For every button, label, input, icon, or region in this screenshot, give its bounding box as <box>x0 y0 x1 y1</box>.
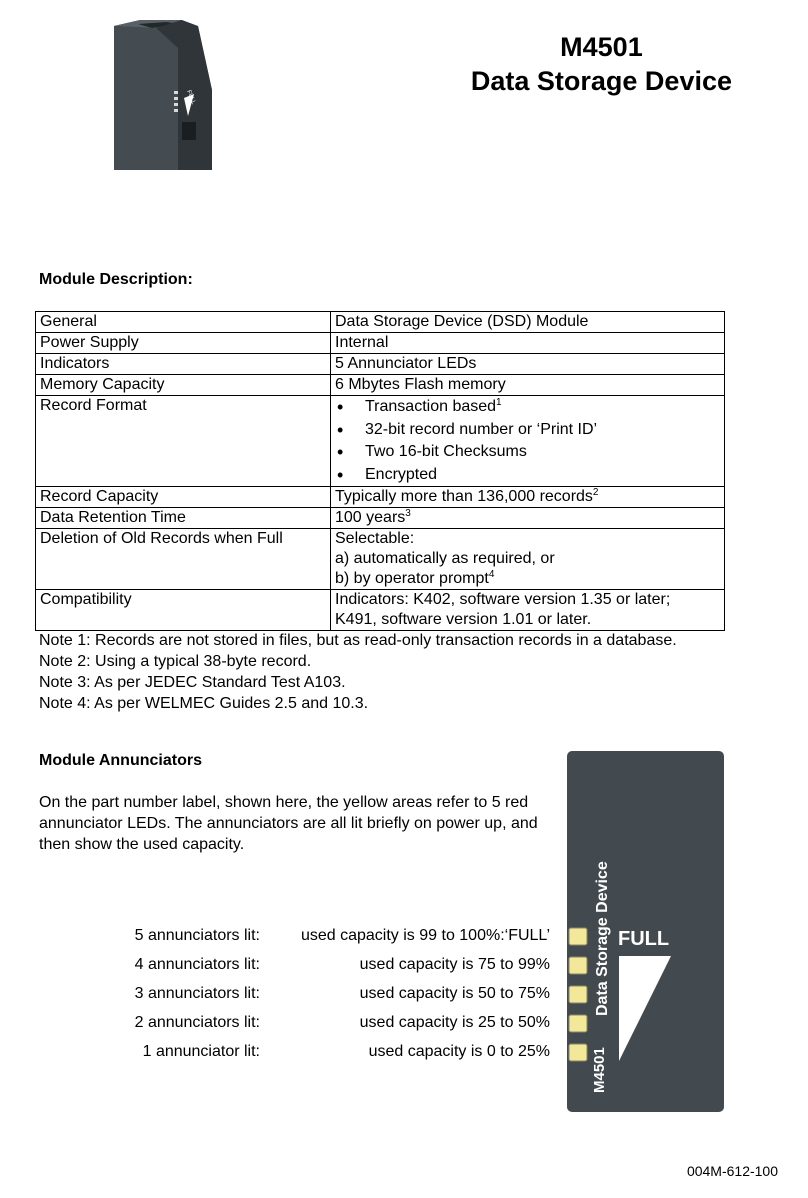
product-title: Data Storage Device <box>470 66 732 96</box>
list-item <box>0 956 560 985</box>
spec-value-deletion: Selectable: a) automatically as required, or b) by operator prompt$^4$ <box>331 529 725 590</box>
note-4: Note 4: As per WELMEC Guides 2.5 and 10.3. <box>39 695 369 712</box>
spec-label-power-supply: Power Supply <box>36 333 331 354</box>
label-graphic <box>567 751 724 1112</box>
spec-table <box>35 311 725 631</box>
annunciator-capacity-description: used capacity is 99 to 100%:‘FULL’ <box>300 927 550 944</box>
annunciator-capacity-description: used capacity is 50 to 75% <box>359 985 550 1002</box>
footnote-ref: 3 <box>405 508 411 519</box>
list-item <box>0 985 560 1014</box>
annunciator-capacity-description: used capacity is 25 to 50% <box>359 1014 550 1031</box>
spec-value-power-supply: Internal <box>331 333 725 354</box>
list-item <box>0 1014 560 1043</box>
label-full-text: FULL <box>618 928 670 950</box>
module-description-heading: Module Description: <box>39 271 193 288</box>
spec-label-record-format: Record Format <box>36 396 331 487</box>
spec-value-general: Data Storage Device (DSD) Module <box>331 312 725 333</box>
annunciator-led-1 <box>569 1044 587 1061</box>
list-item: • 32-bit record number or ‘Print ID’ <box>335 419 720 442</box>
spec-value-memory-capacity: 6 Mbytes Flash memory <box>331 375 725 396</box>
annunciator-capacity-description: used capacity is 75 to 99% <box>359 956 550 973</box>
annunciator-led-2 <box>569 1015 587 1032</box>
spec-value-data-retention: 100 years$^3$ <box>331 508 725 529</box>
annunciator-count-label: 3 annunciators lit: <box>134 985 260 1002</box>
list-item: • Two 16-bit Checksums <box>335 441 720 464</box>
device-photo-full-text: FULL <box>185 89 197 106</box>
list-item: • Transaction based$^1$ <box>335 396 720 419</box>
spec-value-record-capacity: Typically more than 136,000 records$^2$ <box>331 487 725 508</box>
table-row <box>36 354 725 375</box>
spec-value-indicators: 5 Annunciator LEDs <box>331 354 725 375</box>
table-row <box>36 487 725 508</box>
capacity-wedge-icon <box>619 956 671 1061</box>
model-number: M4501 <box>560 32 643 62</box>
spec-label-deletion: Deletion of Old Records when Full <box>36 529 331 590</box>
page-title <box>471 30 732 98</box>
spec-label-record-capacity: Record Capacity <box>36 487 331 508</box>
note-2: Note 2: Using a typical 38-byte record. <box>39 653 312 670</box>
spec-label-indicators: Indicators <box>36 354 331 375</box>
list-item: • Encrypted <box>335 464 720 487</box>
note-1: Note 1: Records are not stored in files, but as read-only transaction records in a database. <box>39 632 677 649</box>
table-row <box>36 312 725 333</box>
table-row <box>36 396 725 487</box>
footnote-ref: 4 <box>488 569 495 580</box>
spec-label-data-retention: Data Retention Time <box>36 508 331 529</box>
annunciator-count-label: 2 annunciators lit: <box>134 1014 260 1031</box>
record-format-list <box>335 396 720 486</box>
table-row <box>36 333 725 354</box>
footnote-ref: 1 <box>496 397 502 408</box>
label-device-name: Data Storage Device <box>594 861 611 1016</box>
spec-label-memory-capacity: Memory Capacity <box>36 375 331 396</box>
annunciator-count-label: 4 annunciators lit: <box>134 956 260 973</box>
part-number-label <box>567 751 724 1112</box>
annunciator-count-label: 1 annunciator lit: <box>142 1043 260 1060</box>
note-3: Note 3: As per JEDEC Standard Test A103. <box>39 674 346 691</box>
annunciator-led-3 <box>569 986 587 1003</box>
list-item <box>0 1043 560 1072</box>
module-annunciators-heading: Module Annunciators <box>39 752 202 769</box>
table-row <box>36 375 725 396</box>
spec-label-compatibility: Compatibility <box>36 590 331 631</box>
spec-value-compatibility: Indicators: K402, software version 1.35 or later; K491, software version 1.01 or later. <box>331 590 725 631</box>
table-row <box>36 590 725 631</box>
list-item <box>0 927 560 956</box>
annunciator-count-label: 5 annunciators lit: <box>134 927 260 944</box>
table-row <box>36 508 725 529</box>
spec-label-general: General <box>36 312 331 333</box>
annunciator-led-5 <box>569 928 587 945</box>
label-model-number: M4501 <box>591 1047 608 1093</box>
annunciator-capacity-description: used capacity is 0 to 25% <box>368 1043 550 1060</box>
device-photo <box>108 18 218 178</box>
spec-value-record-format <box>331 396 725 487</box>
annunciator-led-4 <box>569 957 587 974</box>
annunciators-intro: On the part number label, shown here, the yellow areas refer to 5 red annunciator LEDs. The annunciators are all lit briefly on power up, and then show the used capacity. <box>39 794 538 853</box>
document-code: 004M-612-100 <box>686 1163 778 1179</box>
table-row <box>36 529 725 590</box>
footnote-ref: 2 <box>592 487 599 498</box>
